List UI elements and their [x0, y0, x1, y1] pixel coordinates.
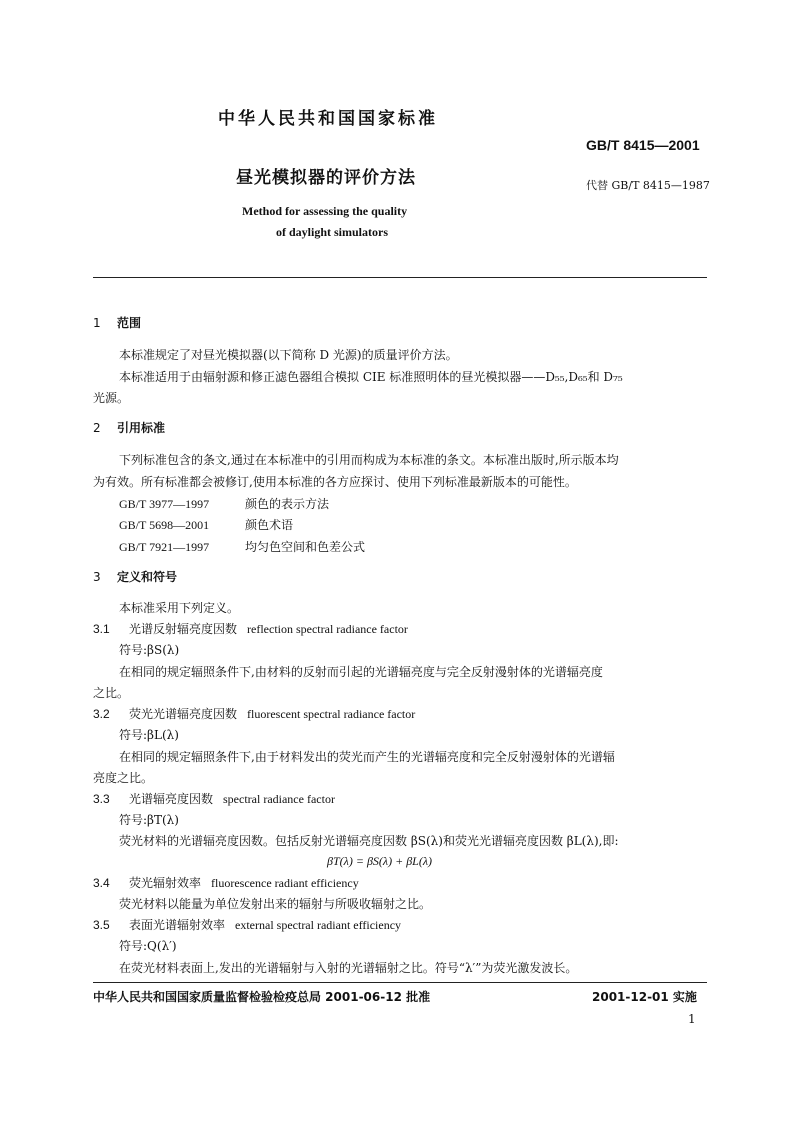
reference-name: 均匀色空间和色差公式 [245, 540, 366, 554]
term-cn: 荧光光谱辐亮度因数 [129, 707, 238, 721]
document-title-en-line1: Method for assessing the quality [242, 204, 408, 218]
section-1-heading [93, 315, 141, 331]
symbol-line: 符号:Q(λ′) [119, 939, 177, 953]
paragraph: 下列标准包含的条文,通过在本标准中的引用而构成为本标准的条文。本标准出版时,所示版本均 [119, 453, 619, 467]
paragraph-continuation: 之比。 [93, 686, 130, 700]
section-number: 1 [93, 316, 101, 330]
term-cn: 光谱辐亮度因数 [129, 792, 214, 806]
footer-divider [93, 982, 707, 983]
paragraph-continuation: 光源。 [93, 391, 130, 405]
term-en: reflection spectral radiance factor [247, 622, 408, 636]
paragraph: 在相同的规定辐照条件下,由于材料发出的荧光而产生的光谱辐亮度和完全反射漫射体的光谱辐 [119, 750, 615, 764]
formula: βT(λ) = βS(λ) + βL(λ) [327, 854, 433, 868]
reference-item [119, 517, 293, 533]
section-3-heading [93, 569, 177, 585]
term-en: fluorescence radiant efficiency [211, 876, 359, 890]
paragraph: 荧光材料以能量为单位发射出来的辐射与所吸收辐射之比。 [119, 897, 432, 911]
effective-date: 2001-12-01 实施 [592, 990, 697, 1004]
reference-code: GB/T 3977—1997 [119, 497, 210, 511]
paragraph: 本标准适用于由辐射源和修正滤色器组合模拟 CIE 标准照明体的昼光模拟器——D₅₅,D₆₅和 D₇₅ [119, 370, 623, 384]
term-en: external spectral radiant efficiency [235, 918, 402, 932]
reference-name: 颜色的表示方法 [245, 497, 330, 511]
section-number: 2 [93, 421, 101, 435]
definition-number: 3.4 [93, 876, 110, 890]
definition-3-2-heading [93, 706, 415, 722]
replaces-standard: 代替 GB/T 8415—1987 [586, 179, 710, 192]
page-number: 1 [688, 1012, 696, 1026]
definition-3-1-heading [93, 621, 408, 637]
reference-code: GB/T 5698—2001 [119, 518, 210, 532]
approval-issuer: 中华人民共和国国家质量监督检验检疫总局 2001-06-12 批准 [93, 990, 431, 1004]
section-number: 3 [93, 570, 101, 584]
paragraph-continuation: 为有效。所有标准都会被修订,使用本标准的各方应探讨、使用下列标准最新版本的可能性。 [93, 475, 577, 489]
section-title: 范围 [117, 316, 142, 330]
section-2-heading [93, 420, 165, 436]
definition-number: 3.1 [93, 622, 110, 636]
reference-name: 颜色术语 [245, 518, 294, 532]
header-divider [93, 277, 707, 278]
term-cn: 光谱反射辐亮度因数 [129, 622, 238, 636]
paragraph: 本标准规定了对昼光模拟器(以下简称 D 光源)的质量评价方法。 [119, 348, 458, 362]
standard-number: GB/T 8415—2001 [586, 137, 700, 153]
term-en: spectral radiance factor [223, 792, 335, 806]
document-title-en-line2: of daylight simulators [276, 225, 389, 239]
definition-3-3-heading [93, 791, 335, 807]
term-en: fluorescent spectral radiance factor [247, 707, 416, 721]
term-cn: 表面光谱辐射效率 [129, 918, 226, 932]
definition-number: 3.5 [93, 918, 110, 932]
section-title: 定义和符号 [117, 570, 178, 584]
paragraph-continuation: 亮度之比。 [93, 771, 154, 785]
paragraph: 荧光材料的光谱辐亮度因数。包括反射光谱辐亮度因数 βS(λ)和荧光光谱辐亮度因数 βL(λ),即: [119, 834, 619, 848]
reference-code: GB/T 7921—1997 [119, 540, 210, 554]
reference-item [119, 496, 329, 512]
definition-3-5-heading [93, 917, 401, 933]
paragraph: 在荧光材料表面上,发出的光谱辐射与入射的光谱辐射之比。符号“λ′”为荧光激发波长。 [119, 961, 578, 975]
symbol-line: 符号:βT(λ) [119, 813, 179, 827]
definition-3-4-heading [93, 875, 359, 891]
section-title: 引用标准 [117, 421, 166, 435]
paragraph: 在相同的规定辐照条件下,由材料的反射而引起的光谱辐亮度与完全反射漫射体的光谱辐亮度 [119, 665, 603, 679]
document-title-cn: 昼光模拟器的评价方法 [236, 168, 416, 188]
issuing-country-standard: 中华人民共和国国家标准 [218, 109, 438, 129]
paragraph: 本标准采用下列定义。 [119, 601, 240, 615]
term-cn: 荧光辐射效率 [129, 876, 202, 890]
reference-item [119, 539, 365, 555]
symbol-line: 符号:βL(λ) [119, 728, 179, 742]
definition-number: 3.2 [93, 707, 110, 721]
definition-number: 3.3 [93, 792, 110, 806]
symbol-line: 符号:βS(λ) [119, 643, 180, 657]
